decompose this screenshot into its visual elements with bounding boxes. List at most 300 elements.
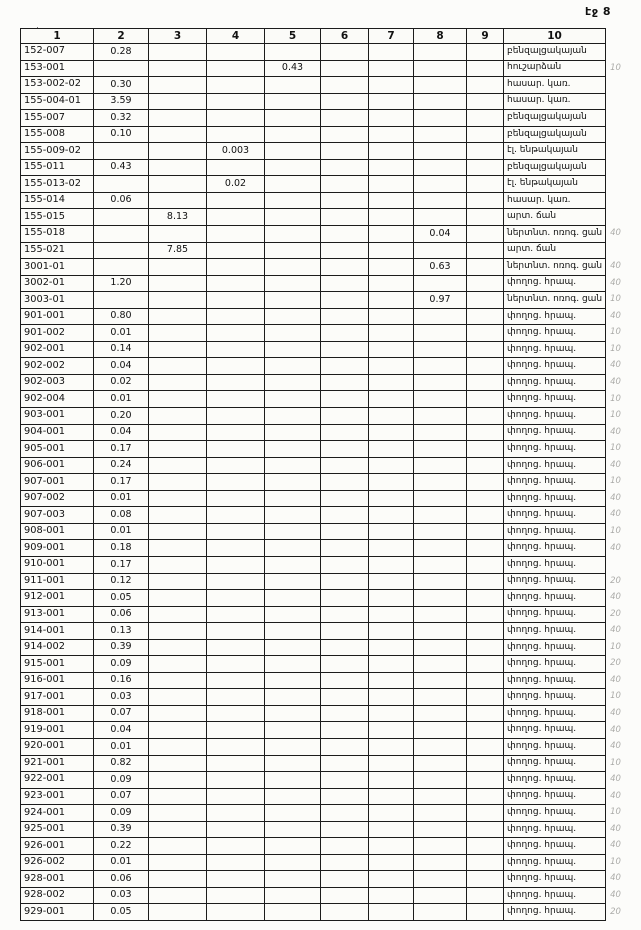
value-cell bbox=[207, 93, 265, 110]
value-cell bbox=[369, 192, 414, 209]
value-cell bbox=[467, 540, 504, 557]
value-cell: 0.09 bbox=[94, 805, 149, 822]
value-cell bbox=[369, 838, 414, 855]
value-cell bbox=[207, 77, 265, 94]
value-cell bbox=[149, 821, 207, 838]
value-cell bbox=[149, 60, 207, 77]
value-cell: 0.04 bbox=[94, 722, 149, 739]
value-cell: 0.97 bbox=[414, 292, 467, 309]
value-cell bbox=[467, 358, 504, 375]
value-cell: 0.39 bbox=[94, 639, 149, 656]
value-cell bbox=[149, 308, 207, 325]
value-cell bbox=[414, 93, 467, 110]
value-cell bbox=[207, 292, 265, 309]
land-use-cell: փողոց. հրապ. bbox=[504, 540, 606, 557]
parcel-code-cell: 924-001 bbox=[21, 805, 94, 822]
margin-annotation: 10 bbox=[610, 393, 621, 404]
margin-annotation: 10 bbox=[610, 327, 621, 338]
land-use-cell: փողոց. հրապ. bbox=[504, 408, 606, 425]
value-cell bbox=[467, 292, 504, 309]
value-cell bbox=[265, 573, 321, 590]
value-cell bbox=[414, 209, 467, 226]
parcel-code-cell: 905-001 bbox=[21, 441, 94, 458]
value-cell bbox=[321, 374, 369, 391]
value-cell: 0.03 bbox=[94, 689, 149, 706]
value-cell bbox=[369, 209, 414, 226]
value-cell bbox=[369, 854, 414, 871]
value-cell bbox=[321, 143, 369, 160]
value-cell: 8.13 bbox=[149, 209, 207, 226]
value-cell bbox=[369, 623, 414, 640]
value-cell bbox=[414, 60, 467, 77]
parcel-code-cell: 901-001 bbox=[21, 308, 94, 325]
value-cell bbox=[467, 689, 504, 706]
value-cell bbox=[369, 176, 414, 193]
value-cell bbox=[207, 540, 265, 557]
value-cell bbox=[369, 292, 414, 309]
value-cell bbox=[265, 738, 321, 755]
table-row bbox=[21, 590, 634, 607]
value-cell bbox=[414, 556, 467, 573]
margin-annotation: 40 bbox=[610, 774, 621, 785]
land-use-cell: փողոց. հրապ. bbox=[504, 358, 606, 375]
parcel-code-cell: 155-011 bbox=[21, 159, 94, 176]
value-cell bbox=[149, 159, 207, 176]
value-cell bbox=[321, 408, 369, 425]
value-cell bbox=[207, 772, 265, 789]
value-cell bbox=[265, 887, 321, 904]
value-cell bbox=[94, 292, 149, 309]
land-use-cell: փողոց. հրապ. bbox=[504, 821, 606, 838]
value-cell bbox=[467, 275, 504, 292]
value-cell: 0.06 bbox=[94, 192, 149, 209]
value-cell bbox=[207, 358, 265, 375]
value-cell bbox=[321, 192, 369, 209]
value-cell bbox=[414, 854, 467, 871]
value-cell bbox=[265, 540, 321, 557]
table-row bbox=[21, 325, 634, 342]
value-cell bbox=[467, 722, 504, 739]
value-cell bbox=[414, 192, 467, 209]
value-cell bbox=[149, 143, 207, 160]
value-cell bbox=[265, 77, 321, 94]
value-cell: 0.01 bbox=[94, 738, 149, 755]
value-cell bbox=[369, 507, 414, 524]
parcel-code-cell: 910-001 bbox=[21, 556, 94, 573]
table-row bbox=[21, 656, 634, 673]
value-cell bbox=[369, 821, 414, 838]
value-cell: 0.003 bbox=[207, 143, 265, 160]
value-cell: 0.80 bbox=[94, 308, 149, 325]
value-cell bbox=[149, 904, 207, 921]
parcel-code-cell: 928-002 bbox=[21, 887, 94, 904]
value-cell bbox=[265, 490, 321, 507]
margin-annotation: 40 bbox=[610, 228, 621, 239]
table-row bbox=[21, 159, 634, 176]
value-cell bbox=[414, 275, 467, 292]
value-cell bbox=[321, 507, 369, 524]
land-use-cell: փողոց. հրապ. bbox=[504, 441, 606, 458]
table-row bbox=[21, 474, 634, 491]
land-use-cell: ներտնտ. ոռոգ. ցան bbox=[504, 259, 606, 276]
margin-annotation: 10 bbox=[610, 343, 621, 354]
value-cell bbox=[369, 606, 414, 623]
value-cell bbox=[207, 672, 265, 689]
parcel-code-cell: 907-003 bbox=[21, 507, 94, 524]
value-cell bbox=[94, 259, 149, 276]
parcel-code-cell: 928-001 bbox=[21, 871, 94, 888]
value-cell bbox=[414, 424, 467, 441]
margin-annotation bbox=[606, 159, 634, 176]
value-cell bbox=[369, 689, 414, 706]
value-cell bbox=[265, 209, 321, 226]
land-use-cell: հասար. կառ. bbox=[504, 77, 606, 94]
value-cell bbox=[321, 209, 369, 226]
margin-annotation: 40 bbox=[610, 542, 621, 553]
value-cell bbox=[149, 259, 207, 276]
value-cell bbox=[414, 871, 467, 888]
table-row bbox=[21, 259, 634, 276]
value-cell bbox=[369, 110, 414, 127]
value-cell bbox=[369, 540, 414, 557]
value-cell bbox=[265, 755, 321, 772]
value-cell bbox=[265, 705, 321, 722]
table-row bbox=[21, 408, 634, 425]
value-cell bbox=[467, 788, 504, 805]
value-cell bbox=[467, 474, 504, 491]
value-cell bbox=[149, 689, 207, 706]
value-cell bbox=[207, 209, 265, 226]
value-cell: 0.32 bbox=[94, 110, 149, 127]
value-cell bbox=[207, 689, 265, 706]
value-cell bbox=[467, 424, 504, 441]
value-cell bbox=[207, 590, 265, 607]
value-cell bbox=[369, 457, 414, 474]
value-cell bbox=[467, 755, 504, 772]
land-use-cell: փողոց. հրապ. bbox=[504, 590, 606, 607]
value-cell bbox=[321, 242, 369, 259]
table-row bbox=[21, 110, 634, 127]
value-cell bbox=[265, 590, 321, 607]
parcel-code-cell: 3001-01 bbox=[21, 259, 94, 276]
margin-annotation: 40 bbox=[610, 509, 621, 520]
value-cell bbox=[149, 325, 207, 342]
value-cell bbox=[467, 887, 504, 904]
land-use-cell: փողոց. հրապ. bbox=[504, 738, 606, 755]
parcel-code-cell: 902-001 bbox=[21, 341, 94, 358]
value-cell bbox=[414, 705, 467, 722]
table-row bbox=[21, 44, 634, 61]
land-use-cell: փողոց. հրապ. bbox=[504, 374, 606, 391]
value-cell bbox=[414, 788, 467, 805]
value-cell: 0.09 bbox=[94, 656, 149, 673]
value-cell bbox=[369, 639, 414, 656]
value-cell bbox=[207, 308, 265, 325]
value-cell bbox=[414, 110, 467, 127]
column-header: 7 bbox=[369, 29, 414, 44]
value-cell bbox=[369, 424, 414, 441]
value-cell bbox=[467, 738, 504, 755]
value-cell bbox=[149, 838, 207, 855]
value-cell bbox=[414, 77, 467, 94]
table-row bbox=[21, 821, 634, 838]
parcel-code-cell: 925-001 bbox=[21, 821, 94, 838]
value-cell bbox=[265, 904, 321, 921]
value-cell bbox=[321, 490, 369, 507]
table-row bbox=[21, 871, 634, 888]
value-cell bbox=[414, 656, 467, 673]
value-cell bbox=[207, 788, 265, 805]
margin-annotation bbox=[606, 110, 634, 127]
land-use-cell: բենզալցակայան bbox=[504, 159, 606, 176]
value-cell bbox=[207, 854, 265, 871]
value-cell bbox=[207, 159, 265, 176]
value-cell: 0.05 bbox=[94, 904, 149, 921]
value-cell bbox=[321, 705, 369, 722]
value-cell bbox=[207, 523, 265, 540]
value-cell bbox=[467, 325, 504, 342]
value-cell: 0.07 bbox=[94, 788, 149, 805]
value-cell: 0.20 bbox=[94, 408, 149, 425]
value-cell bbox=[321, 590, 369, 607]
parcel-code-cell: 155-004-01 bbox=[21, 93, 94, 110]
parcel-code-cell: 153-001 bbox=[21, 60, 94, 77]
parcel-code-cell: 901-002 bbox=[21, 325, 94, 342]
value-cell bbox=[207, 275, 265, 292]
value-cell: 0.17 bbox=[94, 556, 149, 573]
value-cell bbox=[369, 788, 414, 805]
margin-annotation bbox=[606, 176, 634, 193]
table-row bbox=[21, 226, 634, 243]
value-cell: 0.04 bbox=[94, 358, 149, 375]
value-cell: 0.16 bbox=[94, 672, 149, 689]
land-use-cell: փողոց. հրապ. bbox=[504, 523, 606, 540]
value-cell bbox=[321, 259, 369, 276]
margin-annotation: 40 bbox=[610, 261, 621, 272]
value-cell bbox=[414, 176, 467, 193]
margin-annotation: 10 bbox=[610, 443, 621, 454]
value-cell bbox=[467, 904, 504, 921]
parcel-code-cell: 920-001 bbox=[21, 738, 94, 755]
value-cell bbox=[265, 623, 321, 640]
value-cell bbox=[207, 722, 265, 739]
table-row bbox=[21, 805, 634, 822]
land-use-cell: փողոց. հրապ. bbox=[504, 887, 606, 904]
value-cell bbox=[414, 639, 467, 656]
table-row bbox=[21, 192, 634, 209]
value-cell: 0.08 bbox=[94, 507, 149, 524]
margin-annotation: 40 bbox=[610, 625, 621, 636]
margin-annotation: 20 bbox=[610, 575, 621, 586]
value-cell bbox=[414, 573, 467, 590]
parcel-code-cell: 914-001 bbox=[21, 623, 94, 640]
value-cell bbox=[414, 738, 467, 755]
land-use-cell: փողոց. հրապ. bbox=[504, 457, 606, 474]
table-row bbox=[21, 755, 634, 772]
margin-annotation bbox=[606, 77, 634, 94]
table-row bbox=[21, 672, 634, 689]
parcel-code-cell: 902-004 bbox=[21, 391, 94, 408]
land-use-cell: փողոց. հրապ. bbox=[504, 556, 606, 573]
land-use-cell: փողոց. հրապ. bbox=[504, 606, 606, 623]
parcel-code-cell: 926-001 bbox=[21, 838, 94, 855]
value-cell bbox=[265, 325, 321, 342]
value-cell bbox=[321, 308, 369, 325]
value-cell bbox=[467, 110, 504, 127]
value-cell bbox=[321, 672, 369, 689]
value-cell bbox=[467, 772, 504, 789]
value-cell bbox=[467, 441, 504, 458]
margin-annotation: 10 bbox=[610, 476, 621, 487]
value-cell bbox=[414, 722, 467, 739]
parcel-code-cell: 921-001 bbox=[21, 755, 94, 772]
value-cell bbox=[369, 490, 414, 507]
margin-annotation: 40 bbox=[610, 492, 621, 503]
value-cell bbox=[207, 838, 265, 855]
table-row bbox=[21, 490, 634, 507]
value-cell bbox=[321, 871, 369, 888]
value-cell bbox=[467, 226, 504, 243]
value-cell bbox=[369, 93, 414, 110]
value-cell bbox=[321, 474, 369, 491]
parcel-code-cell: 155-008 bbox=[21, 126, 94, 143]
value-cell bbox=[467, 60, 504, 77]
value-cell bbox=[207, 904, 265, 921]
value-cell bbox=[149, 490, 207, 507]
value-cell bbox=[369, 871, 414, 888]
parcel-code-cell: 155-015 bbox=[21, 209, 94, 226]
value-cell bbox=[149, 341, 207, 358]
value-cell bbox=[414, 242, 467, 259]
value-cell bbox=[414, 755, 467, 772]
value-cell bbox=[265, 606, 321, 623]
value-cell bbox=[207, 424, 265, 441]
value-cell bbox=[265, 689, 321, 706]
land-use-cell: փողոց. հրապ. bbox=[504, 904, 606, 921]
value-cell bbox=[321, 606, 369, 623]
value-cell: 3.59 bbox=[94, 93, 149, 110]
parcel-code-cell: 922-001 bbox=[21, 772, 94, 789]
table-row bbox=[21, 275, 634, 292]
value-cell bbox=[467, 308, 504, 325]
value-cell: 0.28 bbox=[94, 44, 149, 61]
value-cell bbox=[321, 159, 369, 176]
value-cell: 0.17 bbox=[94, 441, 149, 458]
value-cell bbox=[265, 821, 321, 838]
value-cell bbox=[207, 871, 265, 888]
table-row bbox=[21, 738, 634, 755]
value-cell bbox=[369, 341, 414, 358]
value-cell bbox=[321, 226, 369, 243]
value-cell bbox=[207, 507, 265, 524]
land-use-cell: փողոց. հրապ. bbox=[504, 507, 606, 524]
value-cell bbox=[321, 904, 369, 921]
value-cell bbox=[207, 325, 265, 342]
value-cell bbox=[369, 705, 414, 722]
land-use-cell: ներտնտ. ոռոգ. ցան bbox=[504, 292, 606, 309]
margin-annotation: 20 bbox=[610, 906, 621, 917]
value-cell bbox=[149, 623, 207, 640]
value-cell bbox=[207, 805, 265, 822]
value-cell bbox=[414, 838, 467, 855]
value-cell bbox=[369, 672, 414, 689]
value-cell bbox=[414, 44, 467, 61]
parcel-code-cell: 155-014 bbox=[21, 192, 94, 209]
land-use-cell: փողոց. հրապ. bbox=[504, 772, 606, 789]
parcel-code-cell: 155-007 bbox=[21, 110, 94, 127]
land-use-cell: փողոց. հրապ. bbox=[504, 391, 606, 408]
value-cell bbox=[265, 441, 321, 458]
value-cell bbox=[321, 623, 369, 640]
land-use-cell: փողոց. հրապ. bbox=[504, 474, 606, 491]
value-cell bbox=[369, 722, 414, 739]
land-use-cell: փողոց. հրապ. bbox=[504, 755, 606, 772]
value-cell bbox=[265, 44, 321, 61]
value-cell bbox=[369, 44, 414, 61]
column-header: 10 bbox=[504, 29, 606, 44]
margin-annotation: 40 bbox=[610, 459, 621, 470]
value-cell bbox=[265, 788, 321, 805]
land-use-cell: փողոց. հրապ. bbox=[504, 838, 606, 855]
value-cell bbox=[149, 391, 207, 408]
table-row bbox=[21, 242, 634, 259]
value-cell bbox=[321, 540, 369, 557]
value-cell bbox=[321, 110, 369, 127]
table-row bbox=[21, 93, 634, 110]
value-cell bbox=[414, 341, 467, 358]
value-cell bbox=[149, 540, 207, 557]
land-use-cell: բենզալցակայան bbox=[504, 110, 606, 127]
value-cell bbox=[265, 838, 321, 855]
value-cell bbox=[467, 44, 504, 61]
table-row bbox=[21, 441, 634, 458]
value-cell bbox=[321, 391, 369, 408]
margin-annotation: 10 bbox=[610, 856, 621, 867]
table-row bbox=[21, 838, 634, 855]
parcel-code-cell: 915-001 bbox=[21, 656, 94, 673]
value-cell: 0.06 bbox=[94, 606, 149, 623]
table-header-row bbox=[21, 29, 634, 44]
margin-annotation: 10 bbox=[610, 294, 621, 305]
value-cell bbox=[467, 374, 504, 391]
value-cell bbox=[207, 457, 265, 474]
value-cell bbox=[149, 408, 207, 425]
margin-annotation: 10 bbox=[610, 641, 621, 652]
margin-annotation: 10 bbox=[610, 807, 621, 818]
value-cell bbox=[414, 474, 467, 491]
value-cell bbox=[414, 523, 467, 540]
value-cell bbox=[207, 60, 265, 77]
land-use-cell: փողոց. հրապ. bbox=[504, 325, 606, 342]
value-cell bbox=[265, 556, 321, 573]
land-use-cell: փողոց. հրապ. bbox=[504, 424, 606, 441]
table-row bbox=[21, 374, 634, 391]
value-cell bbox=[207, 341, 265, 358]
column-header: 1 bbox=[21, 29, 94, 44]
value-cell bbox=[414, 805, 467, 822]
land-use-cell: փողոց. հրապ. bbox=[504, 722, 606, 739]
value-cell bbox=[321, 523, 369, 540]
value-cell bbox=[149, 722, 207, 739]
table-row bbox=[21, 143, 634, 160]
value-cell bbox=[321, 805, 369, 822]
land-use-cell: փողոց. հրապ. bbox=[504, 275, 606, 292]
margin-annotation bbox=[606, 556, 634, 573]
column-header: 3 bbox=[149, 29, 207, 44]
value-cell bbox=[467, 126, 504, 143]
parcel-code-cell: 926-002 bbox=[21, 854, 94, 871]
parcel-code-cell: 916-001 bbox=[21, 672, 94, 689]
